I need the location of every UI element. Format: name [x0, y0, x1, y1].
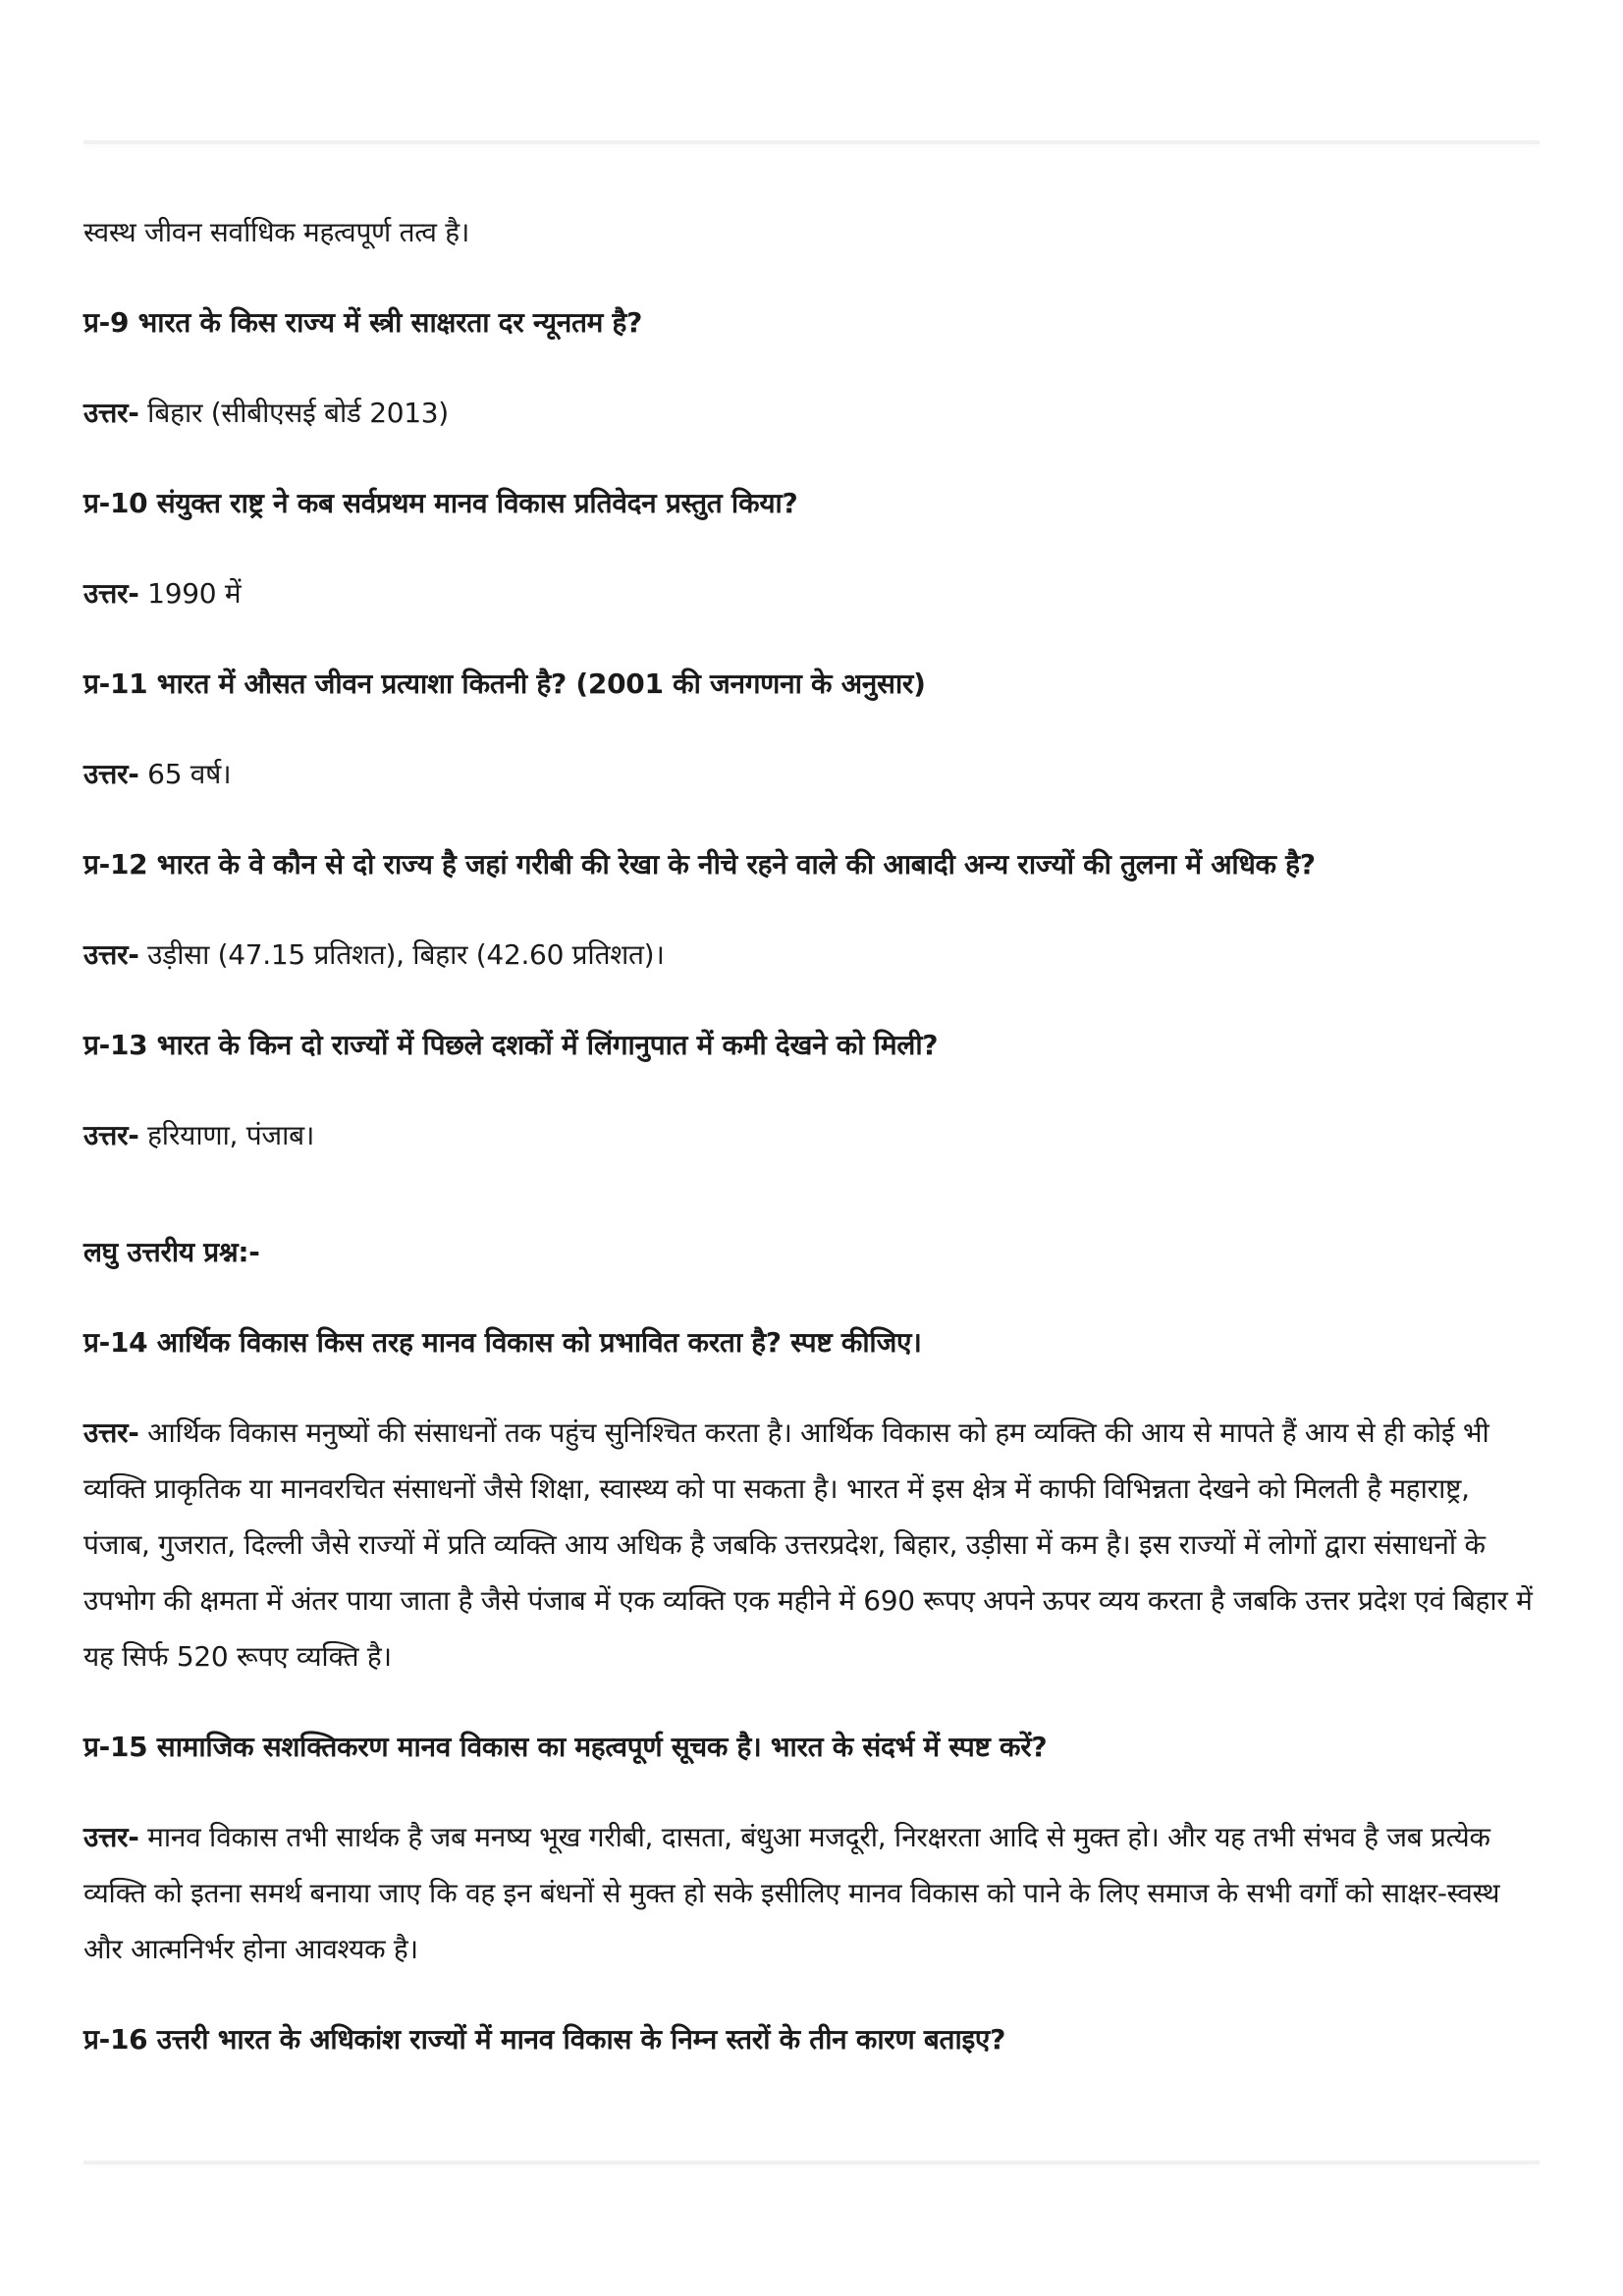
question-11: प्र-11 भारत में औसत जीवन प्रत्याशा कितनी है? (2001 की जनगणना के अनुसार) [83, 667, 926, 700]
paragraph-gap [83, 1073, 1540, 1107]
answer-label: उत्तर- [83, 758, 139, 790]
answer-13 [83, 1107, 1540, 1163]
answer-9 [83, 385, 1540, 441]
answer-text: 65 वर्ष। [138, 758, 232, 790]
bottom-divider [83, 2161, 1540, 2164]
answer-text: उड़ीसा (47.15 प्रतिशत), बिहार (42.60 प्रतिशत)। [138, 938, 665, 971]
question-12: प्र-12 भारत के वे कौन से दो राज्य है जहां गरीबी की रेखा के नीचे रहने वाले की आबादी अन्य राज्यों की तुलना में अधिक है? [83, 848, 1316, 881]
question-15: प्र-15 सामाजिक सशक्तिकरण मानव विकास का महत्वपूर्ण सूचक है। भारत के संदर्भ में स्पष्ट करें? [83, 1731, 1048, 1763]
answer-12 [83, 927, 1540, 983]
paragraph-gap [83, 1977, 1540, 2011]
answer-label: उत्तर- [83, 938, 139, 971]
answer-label: उत्तर- [83, 1119, 139, 1151]
paragraph-gap [83, 1280, 1540, 1314]
document-body [83, 204, 1540, 2067]
section-heading-short-answer: लघु उत्तरीय प्रश्न:- [83, 1236, 260, 1268]
answer-10 [83, 565, 1540, 621]
answer-text: हरियाणा, पंजाब। [138, 1119, 315, 1151]
answer-label: उत्तर- [83, 1416, 139, 1449]
paragraph-gap [83, 983, 1540, 1017]
question-10: प्र-10 संयुक्त राष्ट्र ने कब सर्वप्रथम मानव विकास प्रतिवेदन प्रस्तुत किया? [83, 487, 798, 519]
paragraph-gap [83, 531, 1540, 565]
question-13: प्र-13 भारत के किन दो राज्यों में पिछले दशकों में लिंगानुपात में कमी देखने को मिली? [83, 1029, 939, 1061]
empty-paragraph [83, 1163, 1540, 1224]
paragraph-gap [83, 441, 1540, 475]
paragraph-gap [83, 1684, 1540, 1719]
answer-label: उत्तर- [83, 577, 139, 610]
question-9: प्र-9 भारत के किस राज्य में स्त्री साक्षरता दर न्यूनतम है? [83, 306, 643, 339]
answer-text: आर्थिक विकास मनुष्यों की संसाधनों तक पहुंच सुनिश्चित करता है। आर्थिक विकास को हम व्यक्ति की आय से मापते हैं आय से ही कोई भी व्यक्ति प्राकृतिक या मानवरचित संसाधनों जैसे शिक्षा, स्वास्थ्य को पा सकता है। भारत में इस क्षेत्र में काफी विभिन्नता देखने को मिलती है महाराष्ट्र, पंजाब, गुजरात, दिल्ली जैसे राज्यों में प्रति व्यक्ति आय अधिक है जबकि उत्तरप्रदेश, बिहार, उड़ीसा में कम है। इस राज्यों में लोगों द्वारा संसाधनों के उपभोग की क्षमता में अंतर पाया जाता है जैसे पंजाब में एक व्यक्ति एक महीने में 690 रूपए अपने ऊपर व्यय करता है जबकि उत्तर प्रदेश एवं बिहार में यह सिर्फ 520 रूपए व्यक्ति है। [83, 1416, 1533, 1673]
answer-text: 1990 में [138, 577, 242, 610]
answer-label: उत्तर- [83, 397, 139, 429]
intro-line: स्वस्थ जीवन सर्वाधिक महत्वपूर्ण तत्व है। [83, 216, 470, 248]
paragraph-gap [83, 260, 1540, 294]
paragraph-gap [83, 350, 1540, 385]
answer-label: उत्तर- [83, 1821, 139, 1853]
answer-text: बिहार (सीबीएसई बोर्ड 2013) [138, 397, 449, 429]
paragraph-gap [83, 1370, 1540, 1405]
paragraph-gap [83, 1775, 1540, 1809]
question-16: प्र-16 उत्तरी भारत के अधिकांश राज्यों में मानव विकास के निम्न स्तरों के तीन कारण बताइए? [83, 2023, 1006, 2056]
answer-15 [83, 1809, 1540, 1977]
paragraph-gap [83, 802, 1540, 836]
paragraph-gap [83, 892, 1540, 927]
top-divider [83, 140, 1540, 144]
paragraph-gap [83, 712, 1540, 746]
paragraph-gap [83, 621, 1540, 656]
answer-14 [83, 1405, 1540, 1684]
answer-11 [83, 746, 1540, 802]
question-14: प्र-14 आर्थिक विकास किस तरह मानव विकास को प्रभावित करता है? स्पष्ट कीजिए। [83, 1326, 922, 1359]
answer-text: मानव विकास तभी सार्थक है जब मनष्य भूख गरीबी, दासता, बंधुआ मजदूरी, निरक्षरता आदि से मुक्त हो। और यह तभी संभव है जब प्रत्येक व्यक्ति को इतना समर्थ बनाया जाए कि वह इन बंधनों से मुक्त हो सके इसीलिए मानव विकास को पाने के लिए समाज के सभी वर्गों को साक्षर-स्वस्थ और आत्मनिर्भर होना आवश्यक है। [83, 1821, 1500, 1965]
